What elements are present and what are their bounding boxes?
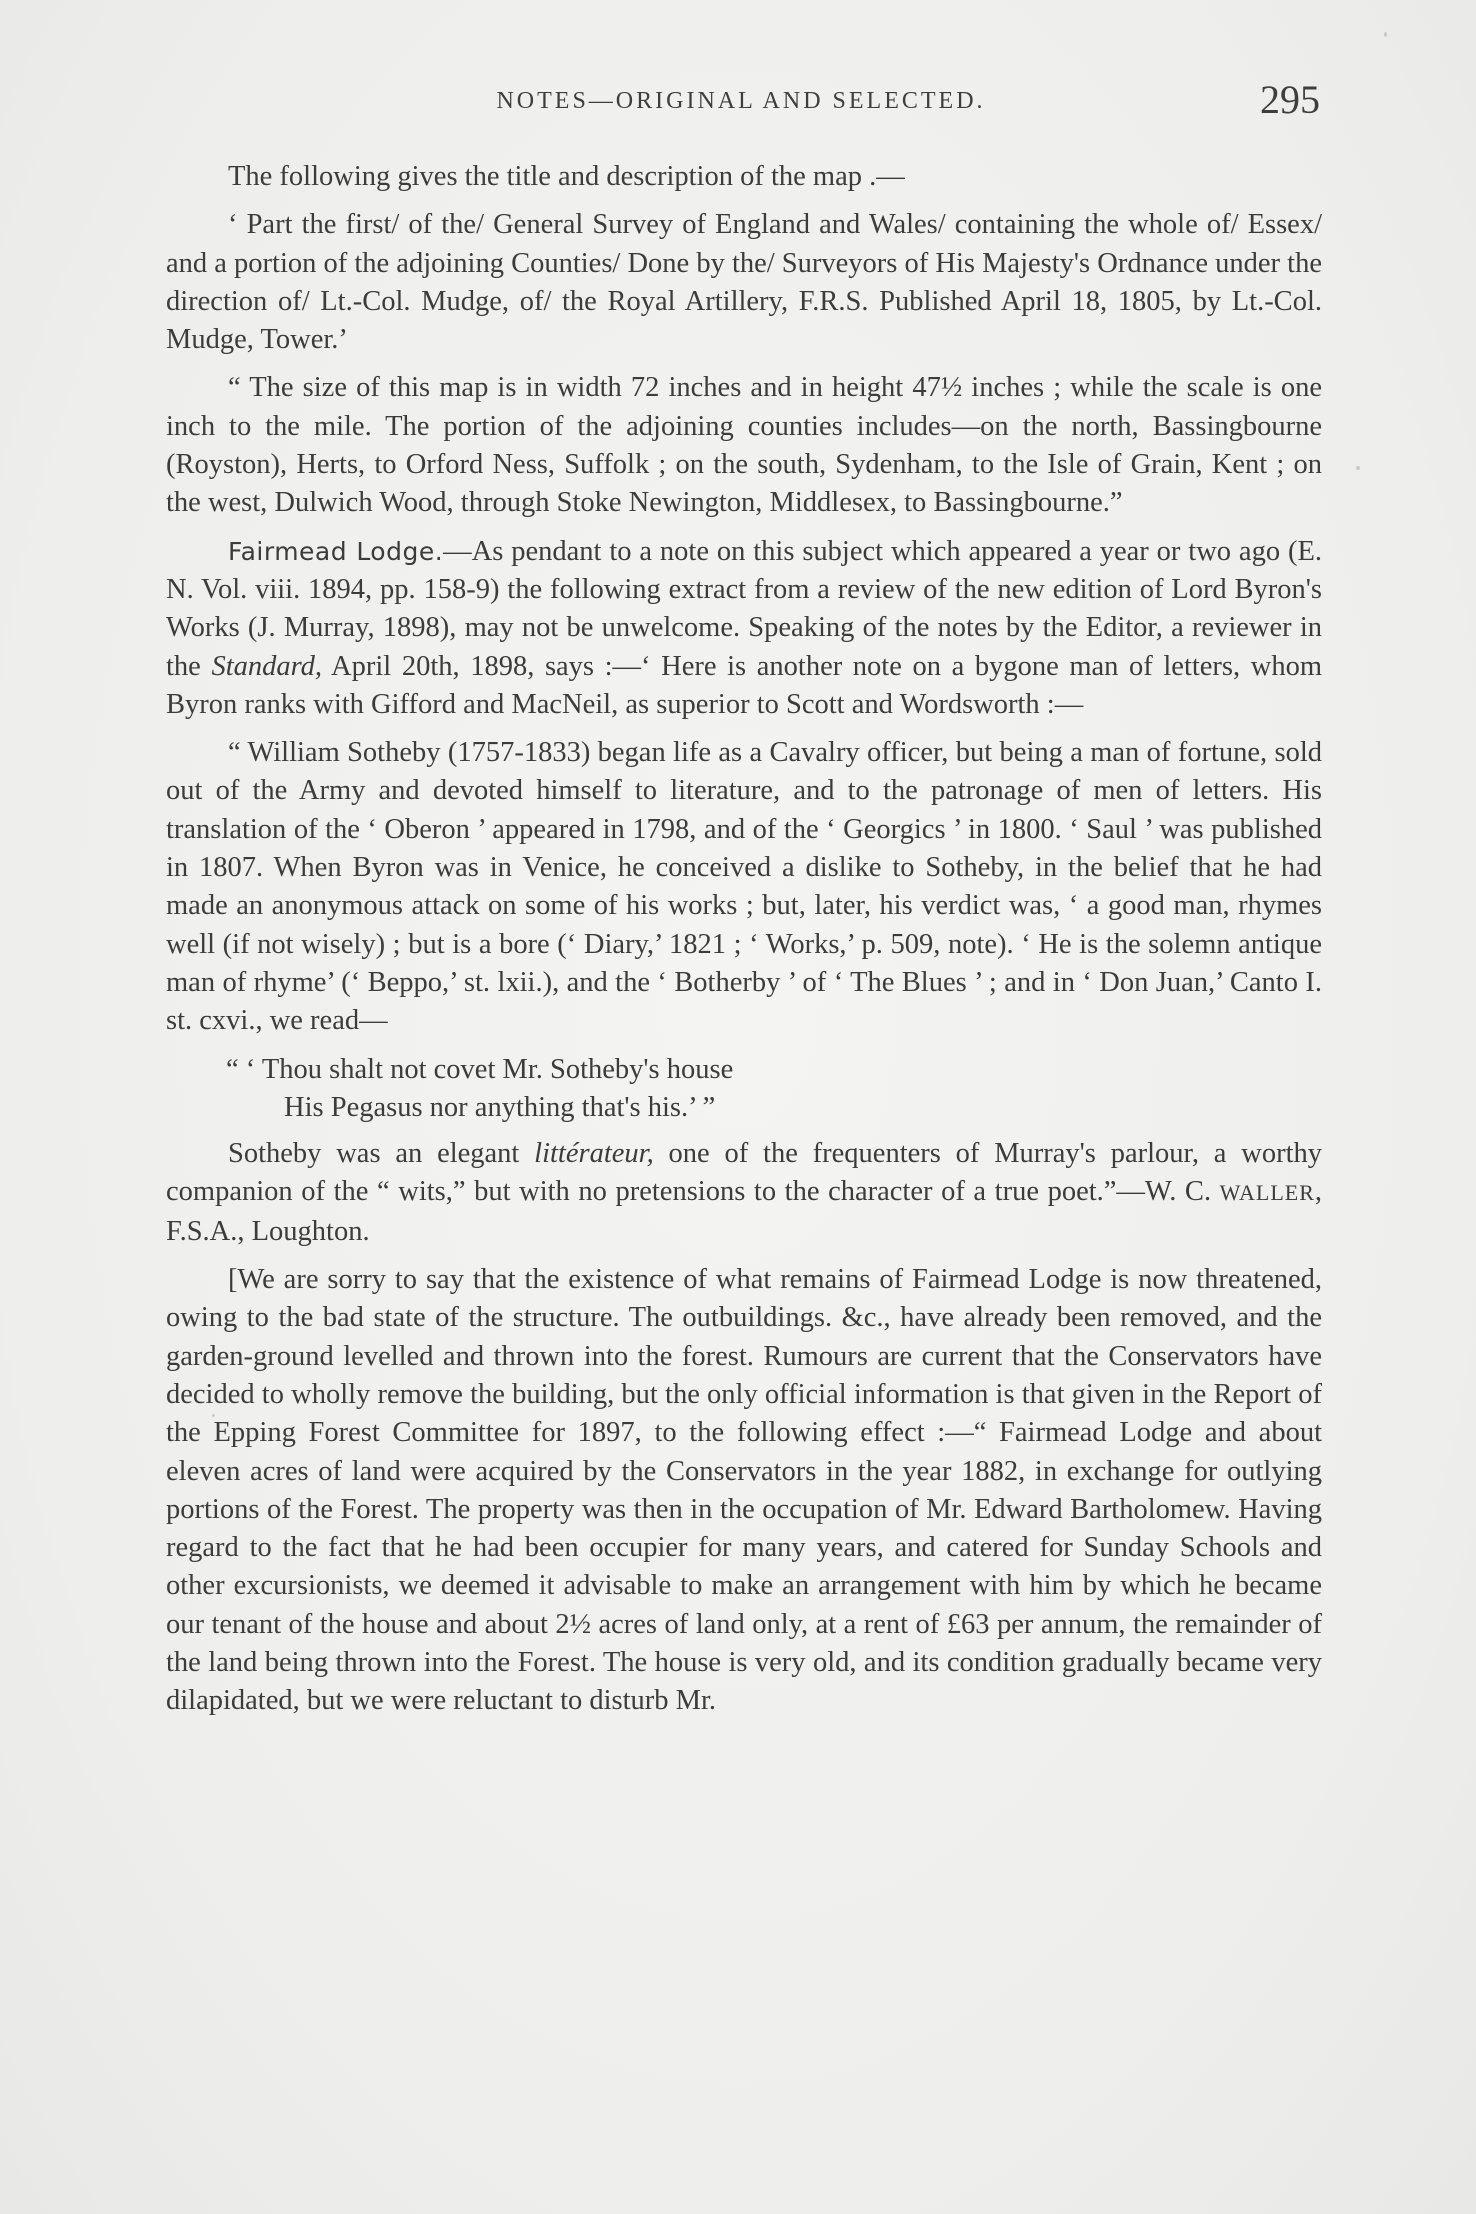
italic-litterateur: littérateur,: [534, 1138, 654, 1170]
paragraph-map-title-intro: The following gives the title and description of the map .—: [228, 161, 905, 192]
paragraph-sotheby-conclusion: [166, 1135, 1322, 1251]
page-number: 295: [1260, 77, 1320, 122]
paragraph-fairmead-text-a: —As pendant to a note on this subject which appeared a year or two ago (E. N. Vol. viii. 1894, pp. 158-9) the following extract from a review of the new edition of Lord Byron's Works (J. Murray, 1898), may not be unwelcome. Speaking of the notes by the Editor, a reviewer in the: [166, 535, 1322, 682]
paragraph-sotheby-text-b: one of the frequenters of Murray's parlour, a worthy companion of the “ wits,” but with no pretensions to the character of a true poet.”—W. C.: [166, 1138, 1322, 1208]
running-head: NOTES—ORIGINAL AND SELECTED.: [496, 88, 986, 114]
section-heading-fairmead-lodge: Fairmead Lodge.: [228, 536, 444, 566]
author-affiliation: , F.S.A., Loughton.: [166, 1176, 1322, 1247]
paper-speck: [212, 1414, 215, 1417]
verse-quotation: [226, 1051, 1322, 1128]
paper-speck: [1356, 466, 1360, 470]
paragraph-fairmead-lodge: [166, 533, 1322, 724]
author-name: WALLER: [1219, 1180, 1315, 1206]
newspaper-title: Standard,: [211, 650, 323, 682]
verse-line-2: His Pegasus nor anything that's his.’ ”: [284, 1091, 716, 1123]
paragraph-map-description: “ The size of this map is in width 72 inches and in height 47½ inches ; while the scale is one inch to the mile. The portion of the adjoining counties includes—on the north, Bassingbourne (Royston), Herts, to Orford Ness, Suffolk ; on the south, Sydenham, to the Isle of Grain, Kent ; on the west, Dulwich Wood, through Stoke Newington, Middlesex, to Bassingbourne.”: [166, 372, 1322, 519]
page-header: [162, 77, 1320, 134]
paragraph-map-title: ‘ Part the first/ of the/ General Survey of England and Wales/ containing the whole of/ Essex/ and a portion of the adjoining Counties/ Done by the/ Surveyors of His Majesty's Ordnance under the direction of/ Lt.-Col. Mudge, of/ the Royal Artillery, F.R.S. Published April 18, 1805, by Lt.-Col. Mudge, Tower.’: [166, 209, 1322, 356]
page-body: [166, 158, 1322, 1731]
paragraph-fairmead-text-b: April 20th, 1898, says :—‘ Here is another note on a bygone man of letters, whom Byron ranks with Gifford and MacNeil, as superior to Scott and Wordsworth :—: [166, 650, 1322, 720]
verse-line-1: “ ‘ Thou shalt not covet Mr. Sotheby's house: [226, 1053, 734, 1085]
paragraph-editorial-note: [We are sorry to say that the existence of what remains of Fairmead Lodge is now threatened, owing to the bad state of the structure. The outbuildings. &c., have already been removed, and the garden-ground levelled and thrown into the forest. Rumours are current that the Conservators have decided to wholly remove the building, but the only official information is that given in the Report of the Epping Forest Committee for 1897, to the following effect :—“ Fairmead Lodge and about eleven acres of land were acquired by the Conservators in the year 1882, in exchange for outlying portions of the Forest. The property was then in the occupation of Mr. Edward Bartholomew. Having regard to the fact that he had been occupier for many years, and catered for Sunday Schools and other excursionists, we deemed it advisable to make an arrangement with him by which he became our tenant of the house and about 2½ acres of land only, at a rent of £63 per annum, the remainder of the land being thrown into the Forest. The house is very old, and its condition gradually became very dilapidated, but we were reluctant to disturb Mr.: [166, 1264, 1322, 1717]
paragraph-sotheby-text-a: Sotheby was an elegant: [228, 1138, 535, 1170]
paper-speck: [1384, 32, 1387, 37]
paragraph-sotheby-quote: “ William Sotheby (1757-1833) began life as a Cavalry officer, but being a man of fortune, sold out of the Army and devoted himself to literature, and to the patronage of men of letters. His translation of the ‘ Oberon ’ appeared in 1798, and of the ‘ Georgics ’ in 1800. ‘ Saul ’ was published in 1807. When Byron was in Venice, he conceived a dislike to Sotheby, in the belief that he had made an anonymous attack on some of his works ; but, later, his verdict was, ‘ a good man, rhymes well (if not wisely) ; but is a bore (‘ Diary,’ 1821 ; ‘ Works,’ p. 509, note). ‘ He is the solemn antique man of rhyme’ (‘ Beppo,’ st. lxii.), and the ‘ Botherby ’ of ‘ The Blues ’ ; and in ‘ Don Juan,’ Canto I. st. cxvi., we read—: [166, 737, 1322, 1037]
